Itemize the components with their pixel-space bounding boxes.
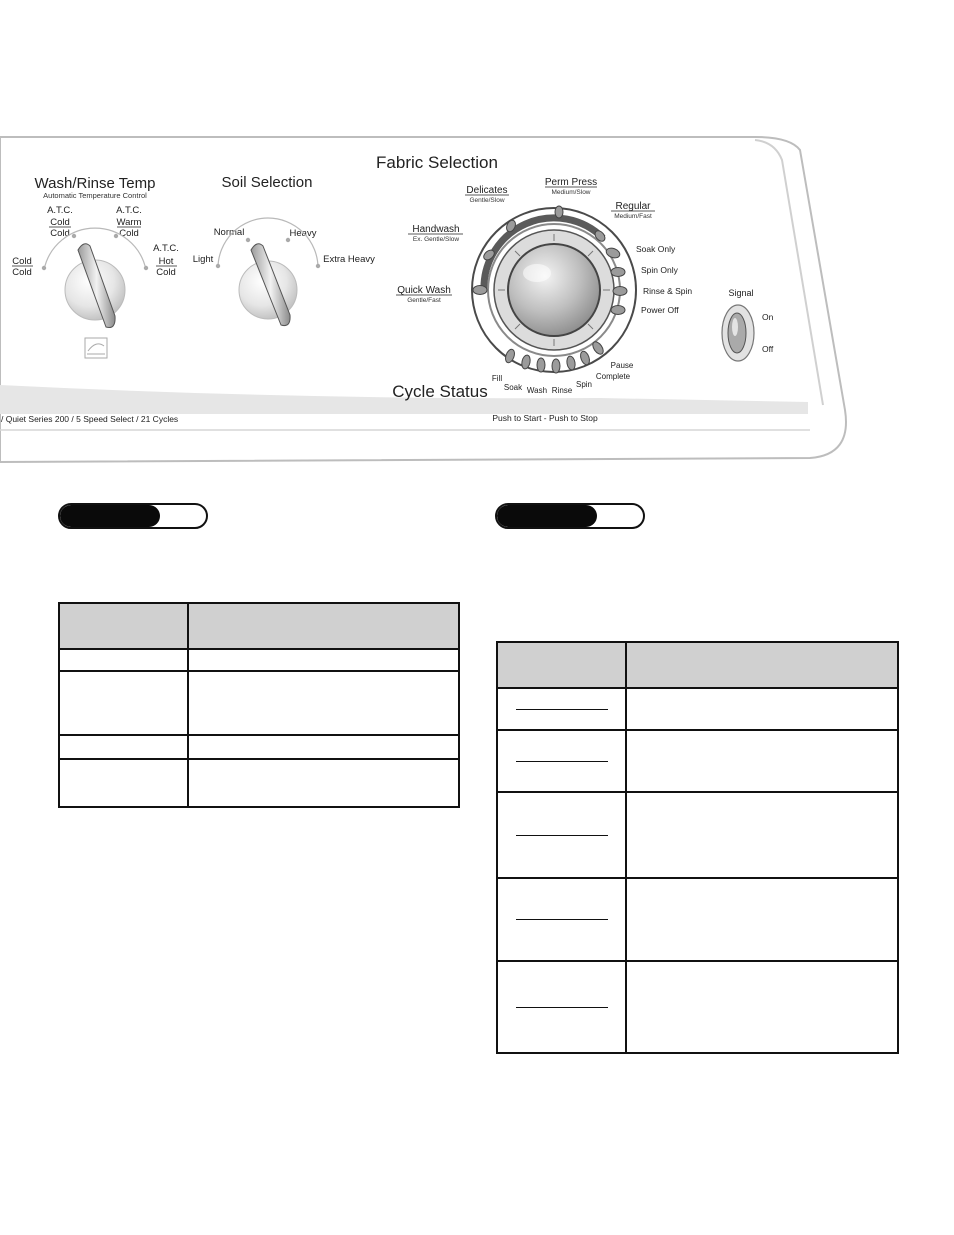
- wash-rinse-subtitle: Automatic Temperature Control: [43, 191, 147, 200]
- wash-rinse-title: Wash/Rinse Temp: [34, 175, 156, 192]
- svg-text:Hot: Hot: [158, 256, 174, 267]
- cell-underline: [516, 761, 608, 762]
- right-section-header: [495, 503, 645, 529]
- table-cell: [59, 671, 188, 735]
- table-cell: [497, 730, 626, 792]
- status-soak: Soak: [503, 383, 523, 392]
- cycle-handwash-label: Handwash: [412, 224, 460, 235]
- table-row: [497, 688, 898, 730]
- cycle-delicates-sub: Gentle/Slow: [469, 197, 505, 204]
- cell-underline: [516, 709, 608, 710]
- option-rinse-spin: Rinse & Spin: [643, 286, 693, 296]
- cycle-perm-press-label: Perm Press: [544, 177, 598, 188]
- table-row: [497, 730, 898, 792]
- table-row: [59, 649, 459, 671]
- svg-text:Cold: Cold: [50, 228, 70, 239]
- table-cell: [59, 735, 188, 759]
- cycle-dial[interactable]: [472, 208, 636, 372]
- option-power-off: Power Off: [641, 305, 679, 315]
- cycle-delicates-label: Delicates: [466, 185, 508, 196]
- table-header-cell: [59, 603, 188, 649]
- table-cell: [497, 878, 626, 961]
- table-cell: [497, 688, 626, 730]
- svg-text:Cold: Cold: [156, 267, 176, 278]
- svg-text:A.T.C.: A.T.C.: [47, 205, 73, 216]
- table-row: [59, 735, 459, 759]
- table-row: [497, 792, 898, 878]
- temp-setting-atc-cold: [47, 205, 73, 239]
- signal-title: Signal: [728, 288, 754, 298]
- soil-level-normal: Normal: [213, 227, 245, 238]
- table-row: [497, 961, 898, 1053]
- left-section-header: [58, 503, 208, 529]
- model-line: / Quiet Series 200 / 5 Speed Select / 21 Cycles: [1, 414, 179, 424]
- status-pause: Pause: [610, 361, 634, 370]
- svg-text:Cold: Cold: [12, 256, 32, 267]
- cell-underline: [516, 1007, 608, 1008]
- table-header-row: [59, 603, 459, 649]
- cycle-status-title: Cycle Status: [392, 382, 488, 401]
- cycle-quick-wash-label: Quick Wash: [397, 285, 451, 296]
- table-row: [59, 671, 459, 735]
- control-panel: [0, 0, 954, 470]
- table-cell: [188, 671, 459, 735]
- table-cell: [188, 759, 459, 807]
- table-header-cell: [497, 642, 626, 688]
- cycle-quick-wash-sub: Gentle/Fast: [407, 297, 441, 304]
- cycle-regular-sub: Medium/Fast: [614, 213, 652, 220]
- table-cell: [626, 688, 898, 730]
- table-header-row: [497, 642, 898, 688]
- table-row: [59, 759, 459, 807]
- soil-title: Soil Selection: [221, 174, 313, 191]
- temp-setting-cold-cold: [12, 256, 33, 278]
- table-cell: [626, 878, 898, 961]
- soil-level-heavy: Heavy: [289, 228, 317, 239]
- svg-text:Warm: Warm: [116, 217, 142, 228]
- soil-level-extra-heavy: Extra Heavy: [323, 254, 375, 265]
- table-row: [497, 878, 898, 961]
- svg-text:A.T.C.: A.T.C.: [153, 243, 179, 254]
- status-rinse: Rinse: [551, 386, 573, 395]
- signal-on-label: On: [762, 312, 774, 322]
- status-complete: Complete: [595, 372, 631, 381]
- table-cell: [626, 961, 898, 1053]
- signal-switch[interactable]: [722, 305, 754, 361]
- cycle-perm-press-sub: Medium/Slow: [551, 189, 591, 196]
- cell-underline: [516, 835, 608, 836]
- cell-underline: [516, 919, 608, 920]
- status-wash: Wash: [526, 386, 548, 395]
- cycle-handwash-sub: Ex. Gentle/Slow: [412, 236, 460, 243]
- left-settings-table: [58, 602, 460, 808]
- table-cell: [626, 730, 898, 792]
- right-section-header-fill: [497, 505, 597, 527]
- svg-text:Cold: Cold: [50, 217, 70, 228]
- svg-text:Cold: Cold: [12, 267, 32, 278]
- status-spin: Spin: [575, 380, 593, 389]
- svg-text:Cold: Cold: [119, 228, 139, 239]
- cycle-regular-label: Regular: [615, 201, 651, 212]
- table-cell: [626, 792, 898, 878]
- status-fill: Fill: [491, 374, 503, 383]
- svg-text:A.T.C.: A.T.C.: [116, 205, 142, 216]
- table-cell: [59, 759, 188, 807]
- table-header-cell: [188, 603, 459, 649]
- soil-level-light: Light: [192, 254, 214, 265]
- left-section-header-fill: [60, 505, 160, 527]
- option-soak-only: Soak Only: [636, 244, 676, 254]
- right-settings-table: [496, 641, 899, 1054]
- signal-off-label: Off: [762, 344, 774, 354]
- option-spin-only: Spin Only: [641, 265, 678, 275]
- table-cell: [188, 649, 459, 671]
- table-cell: [188, 735, 459, 759]
- push-to-start-line: Push to Start - Push to Stop: [492, 413, 598, 423]
- table-cell: [497, 792, 626, 878]
- fabric-title: Fabric Selection: [376, 153, 498, 172]
- table-cell: [59, 649, 188, 671]
- table-cell: [497, 961, 626, 1053]
- table-header-cell: [626, 642, 898, 688]
